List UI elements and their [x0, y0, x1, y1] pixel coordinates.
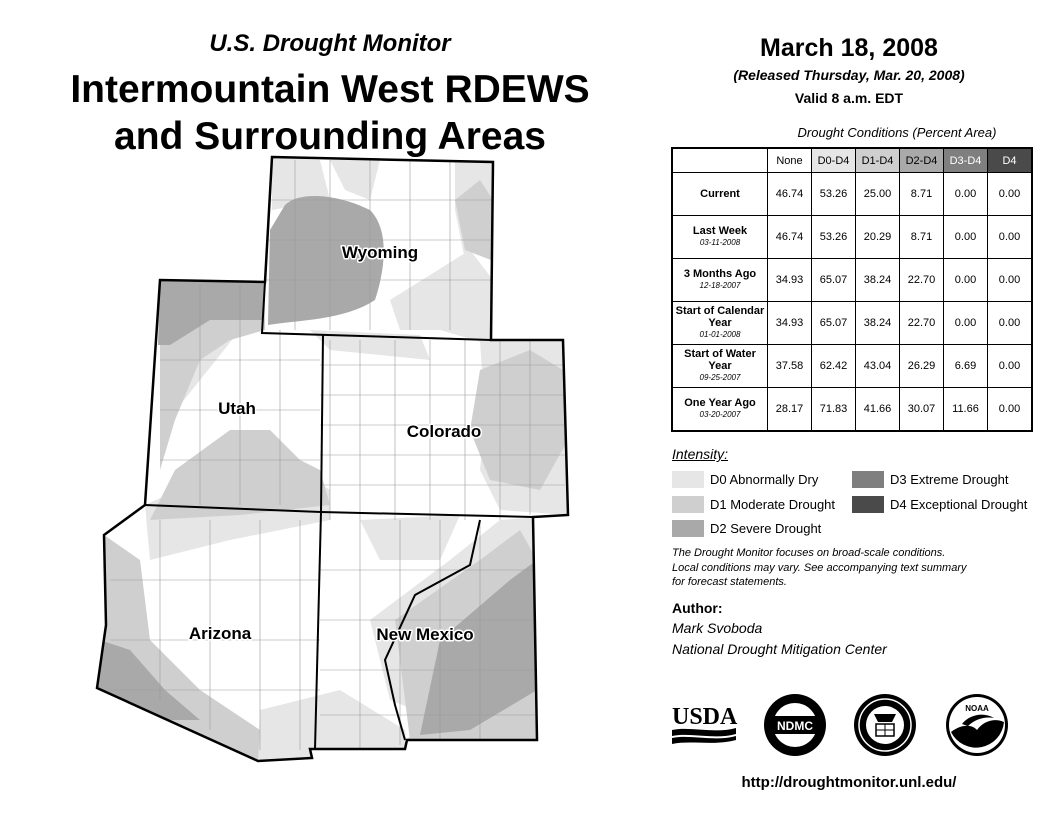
- table-cell: 43.04: [856, 345, 900, 388]
- table-cell: 0.00: [944, 173, 988, 216]
- row-sublabel: 03-11-2008: [699, 238, 741, 247]
- legend-label-d1: D1 Moderate Drought: [710, 497, 836, 512]
- table-cell: 38.24: [856, 302, 900, 345]
- footer-url-link[interactable]: http://droughtmonitor.unl.edu/: [741, 774, 957, 791]
- legend-swatch-d4: [852, 496, 884, 513]
- table-cell: 46.74: [768, 216, 812, 259]
- table-row: [672, 302, 1032, 345]
- legend-swatch-d3: [852, 471, 884, 488]
- table-cell: 6.69: [944, 345, 988, 388]
- table-cell: 53.26: [812, 173, 856, 216]
- table-cell: 71.83: [812, 388, 856, 431]
- table-cell: 0.00: [944, 302, 988, 345]
- table-cell: 8.71: [900, 216, 944, 259]
- row-label: One Year Ago 03-20-2007: [672, 388, 768, 431]
- svg-text:NOAA: NOAA: [965, 704, 989, 713]
- col-header-d2-d4: D2-D4: [900, 148, 944, 173]
- table-cell: 0.00: [944, 216, 988, 259]
- table-cell: 53.26: [812, 216, 856, 259]
- legend-title: Intensity:: [672, 446, 729, 462]
- author-name: Mark Svoboda: [672, 620, 763, 636]
- table-cell: 20.29: [856, 216, 900, 259]
- note-line: Local conditions may vary. See accompanying text summary: [672, 561, 967, 574]
- table-corner: [672, 148, 768, 173]
- table-row: [672, 173, 1032, 216]
- drought-map: [95, 155, 580, 770]
- table-cell: 0.00: [944, 259, 988, 302]
- map-title: [20, 66, 640, 160]
- row-sublabel: 09-25-2007: [699, 373, 741, 382]
- table-cell: 65.07: [812, 259, 856, 302]
- author-heading: Author:: [672, 600, 723, 616]
- svg-text:USDA: USDA: [672, 704, 738, 730]
- legend-item-d2: [672, 520, 821, 537]
- table-cell: 25.00: [856, 173, 900, 216]
- table-row: [672, 388, 1032, 431]
- commerce-seal-logo: [852, 692, 918, 758]
- col-header-d4: D4: [988, 148, 1033, 173]
- table-cell: 22.70: [900, 302, 944, 345]
- table-caption: Drought Conditions (Percent Area): [797, 125, 997, 140]
- table-cell: 26.29: [900, 345, 944, 388]
- table-cell: 46.74: [768, 173, 812, 216]
- table-cell: 34.93: [768, 259, 812, 302]
- legend-item-d3: [852, 471, 1009, 488]
- state-label-new-mexico: New Mexico: [376, 625, 474, 644]
- note-line: The Drought Monitor focuses on broad-scale conditions.: [672, 547, 946, 559]
- row-label: Last Week 03-11-2008: [672, 216, 768, 259]
- title-line-1: Intermountain West RDEWS: [70, 68, 590, 111]
- legend-label-d2: D2 Severe Drought: [710, 521, 822, 536]
- map-date: March 18, 2008: [760, 34, 938, 62]
- table-cell: 11.66: [944, 388, 988, 431]
- table-header-row: [672, 148, 1032, 173]
- legend-item-d1: [672, 496, 835, 513]
- valid-time: Valid 8 a.m. EDT: [794, 90, 904, 106]
- legend-item-d0: [672, 471, 818, 488]
- col-header-d1-d4: D1-D4: [856, 148, 900, 173]
- legend-swatch-d1: [672, 496, 704, 513]
- release-date: (Released Thursday, Mar. 20, 2008): [733, 67, 965, 83]
- col-header-d3-d4: D3-D4: [944, 148, 988, 173]
- table-cell: 65.07: [812, 302, 856, 345]
- legend-label-d0: D0 Abnormally Dry: [710, 472, 819, 487]
- legend-label-d4: D4 Exceptional Drought: [890, 497, 1028, 512]
- row-label: Start of Calendar Year 01-01-2008: [672, 302, 768, 345]
- table-row: [672, 216, 1032, 259]
- title-line-2: and Surrounding Areas: [114, 115, 546, 158]
- table-cell: 0.00: [988, 345, 1033, 388]
- table-cell: 41.66: [856, 388, 900, 431]
- legend-item-d4: [852, 496, 1027, 513]
- legend-swatch-d0: [672, 471, 704, 488]
- drought-conditions-table: [671, 147, 1033, 432]
- table-cell: 0.00: [988, 259, 1033, 302]
- note-line: for forecast statements.: [672, 576, 787, 588]
- row-label: 3 Months Ago 12-18-2007: [672, 259, 768, 302]
- table-cell: 0.00: [988, 388, 1033, 431]
- usda-logo: [670, 700, 740, 750]
- table-cell: 30.07: [900, 388, 944, 431]
- map-supertitle: U.S. Drought Monitor: [209, 30, 451, 57]
- col-header-none: None: [768, 148, 812, 173]
- table-cell: 8.71: [900, 173, 944, 216]
- svg-text:NDMC: NDMC: [777, 719, 813, 733]
- row-sublabel: 12-18-2007: [699, 281, 741, 290]
- disclaimer-note: [672, 546, 1022, 590]
- col-header-d0-d4: D0-D4: [812, 148, 856, 173]
- legend-swatch-d2: [672, 520, 704, 537]
- noaa-logo: [944, 692, 1010, 758]
- row-sublabel: 03-20-2007: [699, 409, 741, 419]
- ndmc-logo: [762, 692, 828, 758]
- table-row: [672, 259, 1032, 302]
- table-cell: 62.42: [812, 345, 856, 388]
- state-label-wyoming: Wyoming: [341, 243, 419, 262]
- row-label: Current: [672, 173, 768, 216]
- state-label-colorado: Colorado: [406, 422, 482, 441]
- legend-label-d3: D3 Extreme Drought: [890, 472, 1009, 487]
- row-sublabel: 01-01-2008: [699, 330, 741, 339]
- state-label-arizona: Arizona: [188, 624, 252, 643]
- table-row: [672, 345, 1032, 388]
- table-cell: 0.00: [988, 302, 1033, 345]
- table-cell: 28.17: [768, 388, 812, 431]
- table-cell: 34.93: [768, 302, 812, 345]
- table-cell: 38.24: [856, 259, 900, 302]
- state-label-utah: Utah: [218, 399, 256, 418]
- author-organization: National Drought Mitigation Center: [672, 641, 887, 657]
- table-cell: 37.58: [768, 345, 812, 388]
- table-cell: 0.00: [988, 173, 1033, 216]
- table-cell: 0.00: [988, 216, 1033, 259]
- row-label: Start of Water Year 09-25-2007: [672, 345, 768, 388]
- table-cell: 22.70: [900, 259, 944, 302]
